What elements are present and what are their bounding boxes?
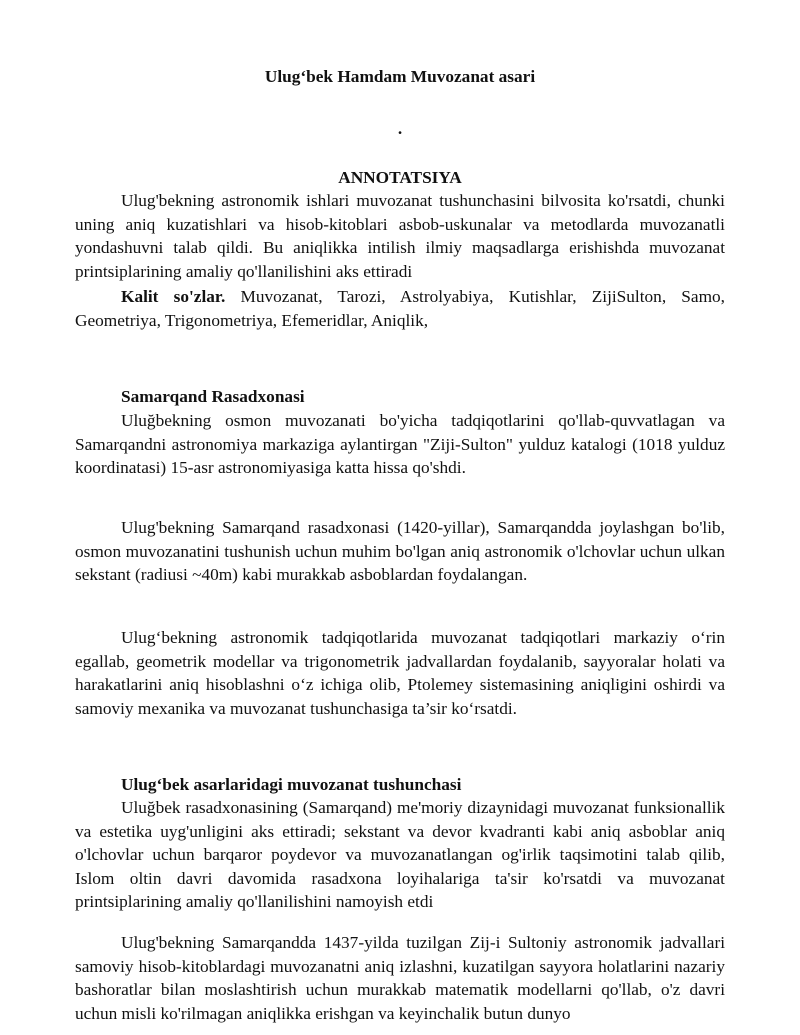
section-heading-samarqand-observatory: Samarqand Rasadxonasi — [121, 387, 305, 406]
title-separator: . — [397, 119, 403, 138]
keywords-label: Kalit so'zlar. — [121, 287, 226, 306]
section-paragraph-star-catalogue: Uluğbekning osmon muvozanati bo'yicha tadqiqotlarini qo'llab-quvvatlagan va Samarqandni astronomiya markaziga aylantirgan "Ziji-Sulton" yulduz katalogi (1018 yulduz koordinatasi) 15-asr astronomiyasiga katta hissa qo'shdi. — [75, 411, 725, 478]
annotation-paragraph: Ulug'bekning astronomik ishlari muvozanat tushunchasini bilvosita ko'rsatdi, chunki uning aniq kuzatishlari va hisob-kitoblari asbob-uskunalar va metodlarda muvozanatli yondashuvni talab qildi. Bu aniqlikka intilish ilmiy maqsadlarga erishishda muvozanat printsiplarining amaliy qo'llanilishini aks ettiradi — [75, 191, 725, 281]
section-paragraph-observatory: Ulug'bekning Samarqand rasadxonasi (1420-yillar), Samarqandda joylashgan bo'lib, osmon muvozanatini tushunish uchun muhim bo'lgan aniq astronomik o'lchovlar uchun ulkan sekstant (radiusi ~40m) kabi murakkab asboblardan foydalangan. — [75, 518, 725, 585]
annotation-heading: ANNOTATSIYA — [338, 168, 462, 187]
document-page — [75, 0, 725, 1035]
section-paragraph-architecture: Uluğbek rasadxonasining (Samarqand) me'moriy dizaynidagi muvozanat funksionallik va estetika uyg'unligini aks ettiradi; sekstant va devor kvadranti kabi aniq asboblar aniq o'lchovlar uchun barqaror poydevor va muvozanatlangan og'irlik taqsimotini talab qilib, Islom oltin davri davomida rasadxona loyihalariga ta'sir ko'rsatdi va muvozanat printsiplarining amaliy qo'llanilishini namoyish etdi — [75, 798, 725, 912]
section-heading-balance-concept: Ulug‘bek asarlaridagi muvozanat tushunchasi — [121, 775, 462, 794]
section-paragraph-zij-sultani: Ulug'bekning Samarqandda 1437-yilda tuzilgan Zij-i Sultoniy astronomik jadvallari samoviy hisob-kitoblardagi muvozanatni aniq izlashni, kuzatilgan sayyora holatlarini nazariy bashoratlar bilan moslashtirish uchun murakkab matematik modellarni qo'llab, o'z davri uchun misli ko'rilmagan aniqlikka erishgan va keyinchalik butun dunyo — [75, 933, 725, 1023]
section-paragraph-research: Ulug‘bekning astronomik tadqiqotlarida muvozanat tadqiqotlari markaziy o‘rin egallab, geometrik modellar va trigonometrik jadvallardan foydalanib, sayyoralar holati va harakatlarini aniq hisoblashni o‘z ichiga olib, Ptolemey sistemasining aniqligini oshirdi va samoviy mexanika va muvozanat tushunchasiga ta’sir ko‘rsatdi. — [75, 628, 725, 718]
keywords-paragraph — [75, 285, 725, 332]
keywords-list: Muvozanat, Tarozi, Astrolyabiya, Kutishlar, ZijiSulton, Samo, Geometriya, Trigonometriya, Efemeridlar, Aniqlik, — [75, 287, 725, 330]
document-title: Ulug‘bek Hamdam Muvozanat asari — [264, 67, 536, 86]
